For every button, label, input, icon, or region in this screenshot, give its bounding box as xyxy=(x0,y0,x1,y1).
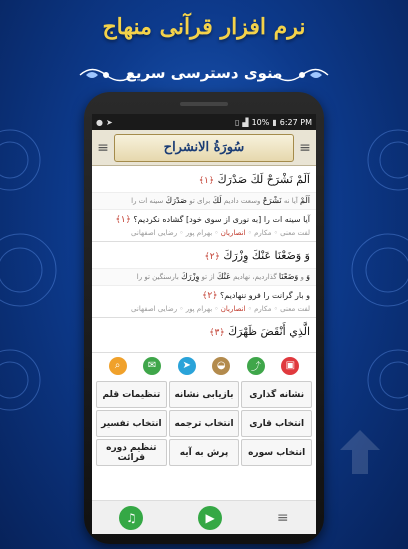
vibrate-icon: ▯ xyxy=(235,117,240,127)
translator-option[interactable]: بهرام پور xyxy=(185,229,213,237)
status-bar xyxy=(92,114,316,130)
search-icon[interactable]: ⌕ xyxy=(109,357,127,375)
word-meaning: آیا نه xyxy=(283,197,298,205)
decorative-pattern-right xyxy=(318,120,408,420)
phone-speaker xyxy=(180,102,228,106)
basket-icon[interactable]: ◒ xyxy=(212,357,230,375)
word-meaning: و xyxy=(300,273,304,281)
promo-subtitle: منوی دسترسی سریع xyxy=(125,64,283,82)
word-by-word xyxy=(92,268,316,286)
verse-translation xyxy=(92,210,316,228)
word-arabic: وَضَعْنَا xyxy=(278,272,299,281)
word-meaning: از تو xyxy=(201,273,215,281)
word-meaning: برای تو xyxy=(189,197,211,205)
translator-option[interactable]: لفت معنی xyxy=(280,305,310,313)
verse-arabic[interactable] xyxy=(92,242,316,268)
surah-title: سُورَةُ الانشراح xyxy=(114,134,294,162)
select-reciter-button[interactable]: انتخاب قاری xyxy=(241,410,312,437)
verse-number: ﴿۱﴾ xyxy=(198,176,215,186)
translation-number: ﴿۱﴾ xyxy=(115,215,131,225)
battery-percent: 10% xyxy=(251,117,270,127)
signal-icon: ▟ xyxy=(242,117,249,127)
notification-icon: ● xyxy=(96,117,103,127)
surah-header xyxy=(92,130,316,166)
translator-list: لفت معنی ◦ مکارم ◦ انصاریان ◦ بهرام پور ◦ رضایی اصفهانی xyxy=(131,229,310,237)
gift-icon[interactable]: ▣ xyxy=(281,357,299,375)
status-time: 6:27 PM xyxy=(279,117,312,127)
verse-text: وَ وَضَعْنَا عَنْكَ وِزْرَكَ xyxy=(223,249,310,262)
verse-text: اَلَمْ نَشْرَحْ لَكَ صَدْرَكَ xyxy=(217,173,310,186)
translation-text: و بار گرانت را فرو ننهادیم؟ xyxy=(220,291,310,300)
quick-action-bar xyxy=(92,352,316,378)
verse-text: الَّذِي أَنْقَضَ ظَهْرَكَ xyxy=(228,325,310,338)
verse-number: ﴿۳﴾ xyxy=(209,328,225,338)
verse-list[interactable] xyxy=(92,166,316,352)
decorative-arrow-icon xyxy=(330,420,390,480)
translator-option[interactable]: مکارم xyxy=(254,305,272,313)
play-icon[interactable]: ▶ xyxy=(198,506,222,530)
verse-translation xyxy=(92,286,316,304)
translator-option[interactable]: لفت معنی xyxy=(280,229,310,237)
telegram-icon[interactable]: ➤ xyxy=(178,357,196,375)
quick-menu-grid xyxy=(92,378,316,469)
translation-text: آیا سینه ات را [به نوری از سوی خود] گشاده نکردیم؟ xyxy=(133,215,310,224)
select-tafsir-button[interactable]: انتخاب تفسیر xyxy=(96,410,167,437)
translator-option[interactable]: رضایی اصفهانی xyxy=(131,305,178,313)
app-screen xyxy=(92,114,316,534)
right-menu-icon[interactable]: ≡ xyxy=(299,139,311,156)
bottom-toolbar xyxy=(92,500,316,534)
word-arabic: اَلَمْ xyxy=(300,196,310,205)
translator-option[interactable]: مکارم xyxy=(254,229,272,237)
battery-icon: ▮ xyxy=(272,117,277,127)
verse-arabic[interactable] xyxy=(92,318,316,344)
phone-frame xyxy=(84,92,324,544)
word-arabic: صَدْرَكَ xyxy=(165,196,187,205)
share-icon[interactable]: ⤴ xyxy=(247,357,265,375)
translator-option-selected[interactable]: انصاریان xyxy=(220,229,246,237)
jump-to-verse-button[interactable]: پرش به آیه xyxy=(169,439,240,466)
translator-option-selected[interactable]: انصاریان xyxy=(220,305,246,313)
verse-number: ﴿۲﴾ xyxy=(204,252,220,262)
select-surah-button[interactable]: انتخاب سوره xyxy=(241,439,312,466)
menu-icon[interactable]: ≡ xyxy=(276,509,289,526)
word-arabic: عَنْكَ xyxy=(216,272,231,281)
promo-subtitle-banner xyxy=(0,62,408,88)
translator-list: لفت معنی ◦ مکارم ◦ انصاریان ◦ بهرام پور ◦ رضایی اصفهانی xyxy=(131,305,310,313)
translation-number: ﴿۲﴾ xyxy=(202,291,218,301)
word-meaning: سینه ات را xyxy=(131,197,164,205)
word-by-word xyxy=(92,192,316,210)
status-right xyxy=(235,118,312,127)
status-left xyxy=(96,118,113,127)
translator-option[interactable]: بهرام پور xyxy=(185,305,213,313)
bookmark-button[interactable]: نشانه گذاری xyxy=(241,381,312,408)
left-menu-icon[interactable]: ≡ xyxy=(97,139,109,156)
word-meaning: گذاردیم، نهادیم xyxy=(233,273,277,281)
promo-title: نرم افزار قرآنی منهاج xyxy=(102,14,306,40)
telegram-notification-icon: ➤ xyxy=(105,117,113,127)
audio-icon[interactable]: ♫ xyxy=(119,506,143,530)
restore-bookmark-button[interactable]: بازیابی نشانه xyxy=(169,381,240,408)
mail-icon[interactable]: ✉ xyxy=(143,357,161,375)
recitation-period-button[interactable]: تنظیم دوره قرائت xyxy=(96,439,167,466)
word-arabic: وِزْرَكَ xyxy=(181,272,200,281)
font-settings-button[interactable]: تنظیمات قلم xyxy=(96,381,167,408)
verse-arabic[interactable] xyxy=(92,166,316,192)
ornament-right-icon xyxy=(272,62,330,88)
word-arabic: نَشْرَحْ xyxy=(262,196,282,205)
translator-option[interactable]: رضایی اصفهانی xyxy=(131,229,178,237)
word-meaning: وسعت دادیم xyxy=(223,197,261,205)
decorative-pattern-left xyxy=(0,120,90,420)
word-meaning: بارسنگین تو را xyxy=(136,273,179,281)
select-translation-button[interactable]: انتخاب ترجمه xyxy=(169,410,240,437)
word-arabic: لَكَ xyxy=(212,196,222,205)
word-arabic: وَ xyxy=(306,272,310,281)
